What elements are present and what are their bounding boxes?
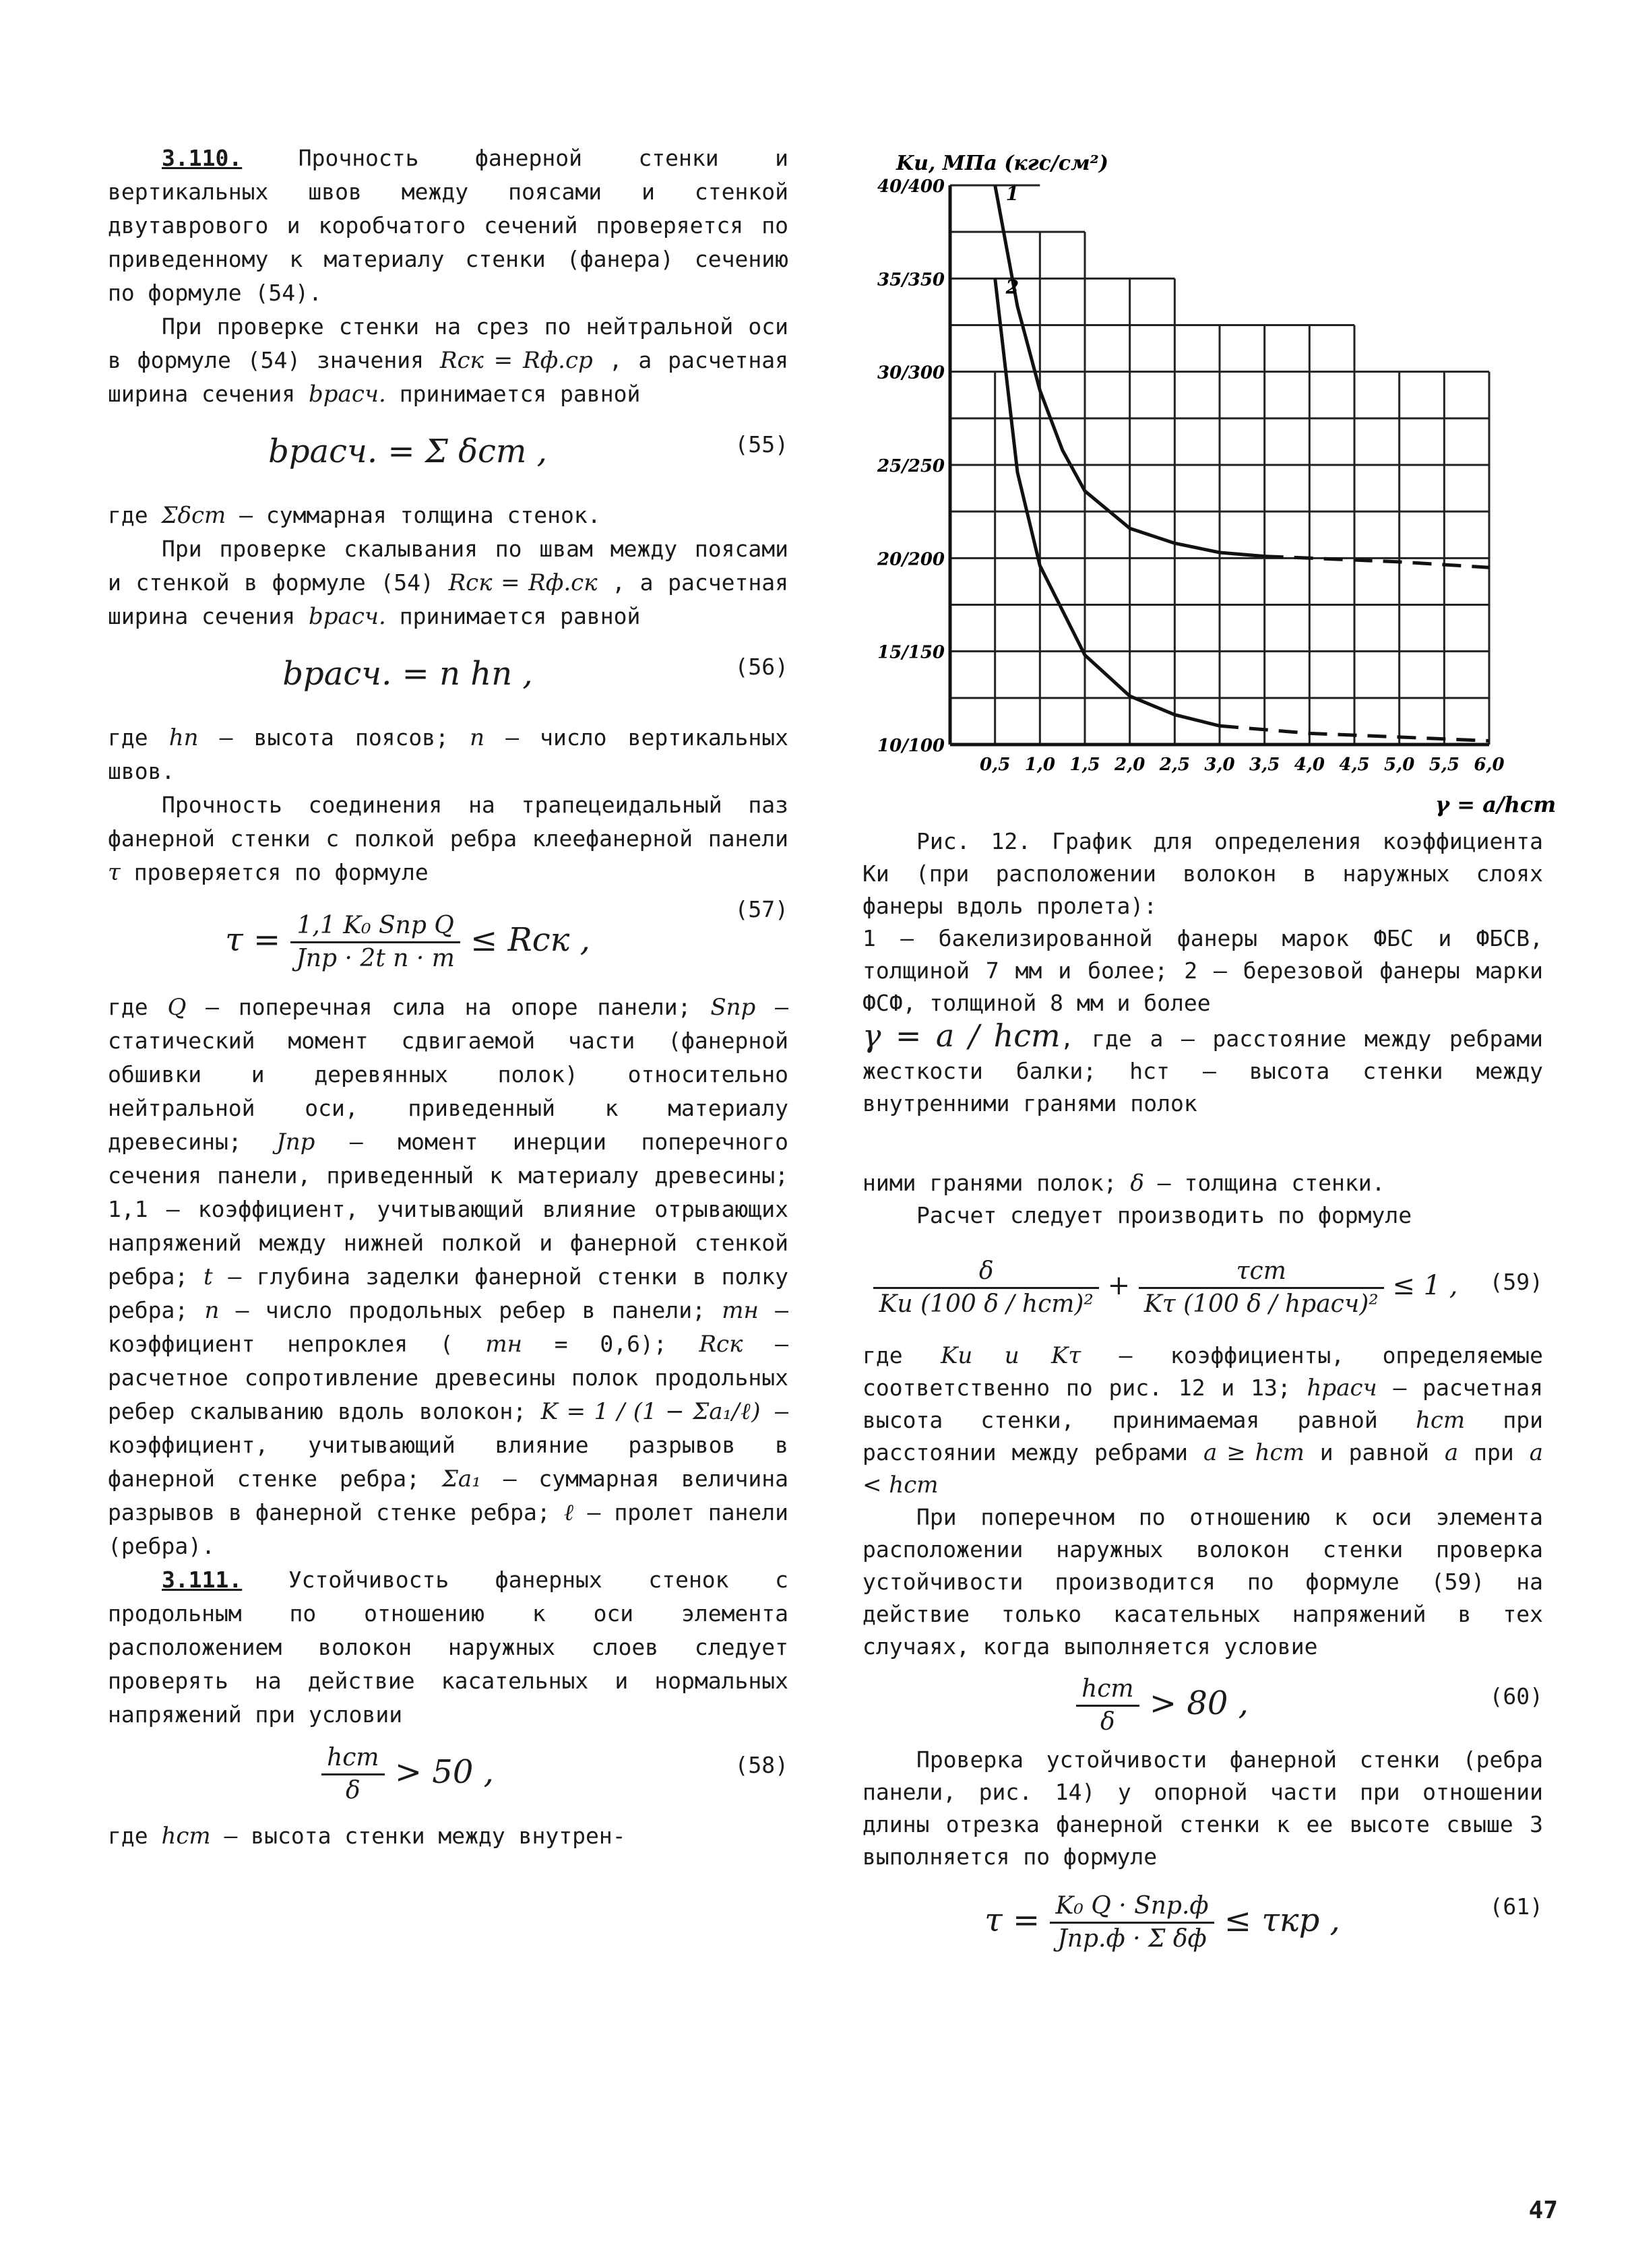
equation-60 [862,1670,1543,1737]
y-tick-label: 40/400 [877,177,945,197]
formula-inline: δ [1130,1170,1144,1197]
x-axis-label: γ = a/hст [1435,792,1557,817]
text: – суммарная толщина стенок. [239,502,601,528]
text: принимается равной [399,381,641,407]
equation-rhs: ≤ Rск , [470,921,590,959]
text: проверяется по формуле [133,859,429,885]
formula-inline: Rск = Rф.ср [439,347,593,374]
paragraph [108,788,788,889]
fraction [290,910,460,974]
text: – высота стенки между внутрен- [224,1823,626,1849]
text: , где a – расстояние между ребрами жесткости балки; hст – высота стенки между внутренними гранями полок [862,1026,1543,1116]
formula-inline: a ≥ hст [1203,1439,1305,1466]
equation-56 [108,640,788,714]
x-tick-label: 5,0 [1384,755,1415,775]
figure-caption: Рис. 12. График для определения коэффициента Kи (при расположении волокон в наружных слоях фанеры вдоль пролета): [862,828,1543,919]
denominator: δ [1100,1708,1115,1736]
equation-number: (60) [1489,1683,1543,1709]
equation-body [862,1670,1462,1738]
formula-inline: Rск = Rф.ск [448,569,598,596]
section-text: Устойчивость фанерных стенок с продольным по отношению к оси элемента расположением волокон наружных слоев следует проверять на действие касательных и нормальных напряжений при условии [108,1567,788,1728]
text: – расчетное сопротивление древесины полок продольных ребер скалыванию вдоль волокон; [108,1331,789,1424]
numerator: hст [321,1742,384,1775]
numerator: K₀ Q · Sпр.ф [1050,1891,1214,1924]
equation-body [862,1880,1462,1961]
paragraph: Расчет следует производить по формуле [916,1202,1412,1228]
x-tick-label: 3,5 [1249,755,1280,775]
text: – расчетная высота стенки, принимаемая равной [862,1375,1543,1433]
text: где [108,724,148,751]
equation-body [108,1738,708,1806]
y-tick-label: 15/150 [877,642,945,663]
equation-61 [862,1880,1543,1961]
paragraph [108,721,788,788]
x-tick-label: 6,0 [1474,755,1505,775]
formula-inline: Jпр [276,1129,315,1156]
text: при [1474,1439,1514,1466]
text: где [108,994,148,1020]
equation-body: bрасч. = Σ δст , [268,433,547,470]
chart-curves [995,183,1489,741]
formula-inline: K = 1 / (1 − Σa₁/ℓ) [540,1398,761,1425]
formula-inline: a [1444,1439,1459,1466]
paragraph [862,1019,1543,1120]
y-axis-label: Kи, МПа (кгс/см²) [896,152,1108,175]
section-text: Прочность фанерной стенки и вертикальных швов между поясами и стенкой двутаврового и коробчатого сечений проверяется по приведенному к материалу стенки (фанера) сечению по формуле (54). [108,145,788,306]
fraction [1139,1256,1384,1320]
equation-rhs: ≤ τкр , [1224,1901,1340,1939]
formula-inline: hрасч [1307,1375,1377,1401]
page-number: 47 [1528,2197,1558,2224]
text: – суммарная величина разрывов в фанерной стенке ребра; [108,1466,788,1525]
x-tick-label: 3,0 [1204,755,1235,775]
formula-inline: t [203,1263,213,1290]
formula-inline: bрасч. [309,381,386,408]
text: и равной [1319,1439,1429,1466]
formula-inline: mн [722,1297,759,1324]
x-tick-label: 0,5 [980,755,1011,775]
formula-inline: ℓ [563,1499,574,1526]
text: – высота поясов; [219,724,449,751]
formula-inline: n [470,724,485,751]
text: где [862,1342,903,1368]
numerator: δ [873,1256,1098,1289]
paragraph: Проверка устойчивости фанерной стенки (ребра панели, рис. 14) у опорной части при отношении длины отрезка фанерной стенки к ее высоте свыше 3 выполняется по формуле [862,1746,1543,1870]
text: – пролет панели (ребра). [108,1499,788,1559]
equation-rhs: > 50 , [394,1753,494,1791]
formula-inline: hст [161,1823,211,1850]
text: принимается равной [399,603,641,629]
denominator: Kи (100 δ / hст)² [879,1290,1094,1318]
text: При проверке скалывания по швам между поясами и стенкой в формуле (54) [108,536,788,596]
paragraph [108,532,788,633]
curve-label: 2 [1005,276,1019,298]
text: где [108,1823,148,1849]
text: – толщина стенки. [1157,1170,1385,1196]
x-tick-labels [980,755,1505,775]
equation-number: (61) [1489,1893,1543,1920]
x-tick-label: 1,5 [1069,755,1100,775]
equation-58 [108,1738,788,1813]
paragraph [108,310,788,411]
equation-number: (59) [1489,1269,1543,1295]
formula-inline: γ = a / hст [862,1017,1061,1054]
y-tick-labels [877,177,945,756]
equation-body: bрасч. = n hп , [282,655,533,693]
equation-rhs: > 80 , [1149,1684,1249,1722]
y-tick-label: 10/100 [877,736,945,756]
text: , а расчетная ширина сечения [108,347,788,407]
x-tick-label: 4,0 [1294,755,1325,775]
formula-inline: Σa₁ [441,1466,481,1492]
formula-inline: Q [167,994,187,1021]
right-column [862,825,1543,1967]
paragraph [862,1167,1543,1199]
operator: + [1107,1270,1131,1301]
fraction [873,1256,1098,1320]
text: – число вертикальных швов. [108,724,789,784]
text: = 0,6); [554,1331,667,1357]
graph-coefficient-ki [862,148,1557,822]
y-tick-label: 25/250 [877,456,945,476]
equation-number: (55) [734,431,788,458]
text: – поперечная сила на опоре панели; [206,994,691,1020]
text: ними гранями полок; [862,1170,1117,1196]
curve-label: 1 [1005,183,1019,206]
text: , а расчетная ширина сечения [108,569,788,629]
denominator: Jпр · 2t n · m [296,945,455,972]
chart-grid [950,185,1489,745]
formula-inline: bрасч. [309,603,386,630]
fraction [1050,1891,1214,1955]
text: – момент инерции поперечного сечения панели, приведенный к материалу древесины; 1,1 – коэффициент, учитывающий влияние отрывающих напряжений между нижней полкой и фанерной стенкой ребра; [108,1129,788,1290]
formula-inline: τ [108,859,121,886]
equation-number: (56) [734,654,788,680]
equation-body [108,896,708,984]
equation-lhs: τ = [225,921,281,959]
denominator: δ [345,1777,360,1804]
fraction [321,1742,384,1806]
formula-inline: n [204,1297,220,1324]
text: – статический момент сдвигаемой части (фанерной обшивки и деревянных полок) относительно нейтральной оси, приведенный к материалу древесины; [108,994,789,1155]
equation-59 [862,1238,1543,1333]
x-tick-label: 2,0 [1115,755,1145,775]
equation-rhs: ≤ 1 , [1392,1270,1458,1301]
paragraph [862,1340,1543,1501]
x-tick-label: 5,5 [1429,755,1460,775]
formula-inline: Rск [699,1331,743,1358]
y-tick-label: 35/350 [877,270,945,290]
text: – глубина заделки фанерной стенки в полку ребра; [108,1263,788,1323]
formula-inline: hп [168,724,199,751]
text: – коэффициент, учитывающий влияние разрывов в фанерной стенке ребра; [108,1398,788,1492]
equation-55 [108,418,788,492]
section-number: 3.111. [162,1567,243,1593]
section-3-110 [108,141,788,310]
x-tick-label: 4,5 [1339,755,1370,775]
fraction [1076,1674,1139,1738]
denominator: Kτ (100 δ / hрасч)² [1143,1290,1379,1318]
numerator: hст [1076,1674,1139,1707]
x-tick-label: 1,0 [1024,755,1055,775]
section-3-111 [108,1563,788,1732]
text: при расстоянии между ребрами [862,1407,1543,1466]
text: Прочность соединения на трапецеидальный паз фанерной стенки с полкой ребра клеефанерной панели [108,792,788,852]
y-tick-label: 30/300 [877,363,945,383]
numerator: 1,1 K₀ Sпр Q [290,910,460,943]
equation-number: (58) [734,1752,788,1778]
text: – коэффициент непроклея ( [108,1297,788,1357]
formula-inline: Kи и Kτ [941,1342,1081,1369]
paragraph: При поперечном по отношению к оси элемента расположении наружных волокон стенки проверка устойчивости производится по формуле (59) на действие только касательных напряжений в тех случаях, когда выполняется условие [862,1504,1543,1660]
y-tick-label: 20/200 [877,549,945,570]
formula-inline: Σδст [161,502,226,529]
text: – число продольных ребер в панели; [235,1297,705,1323]
left-column [108,141,788,1853]
paragraph [108,499,788,532]
section-number: 3.110. [162,145,243,171]
denominator: Jпр.ф · Σ δф [1057,1925,1207,1953]
paragraph [108,990,788,1563]
equation-lhs: τ = [984,1901,1040,1939]
equation-number: (57) [734,896,788,922]
paragraph [108,1819,788,1853]
text: – коэффициенты, определяемые соответственно по рис. 12 и 13; [862,1342,1543,1401]
formula-inline: hст [1415,1407,1466,1434]
formula-inline: a < hст [862,1439,1543,1499]
equation-body [862,1238,1469,1333]
formula-inline: Sпр [710,994,756,1021]
numerator: τст [1139,1256,1384,1289]
text: где [108,502,148,528]
equation-57 [108,896,788,984]
figure-caption-legend: 1 – бакелизированной фанеры марок ФБС и ФБСВ, толщиной 7 мм и более; 2 – березовой фанеры марки ФСФ, толщиной 8 мм и более [862,925,1543,1016]
formula-inline: mн [485,1331,523,1358]
text: При проверке стенки на срез по нейтральной оси в формуле (54) значения [108,313,788,373]
x-tick-label: 2,5 [1159,755,1190,775]
